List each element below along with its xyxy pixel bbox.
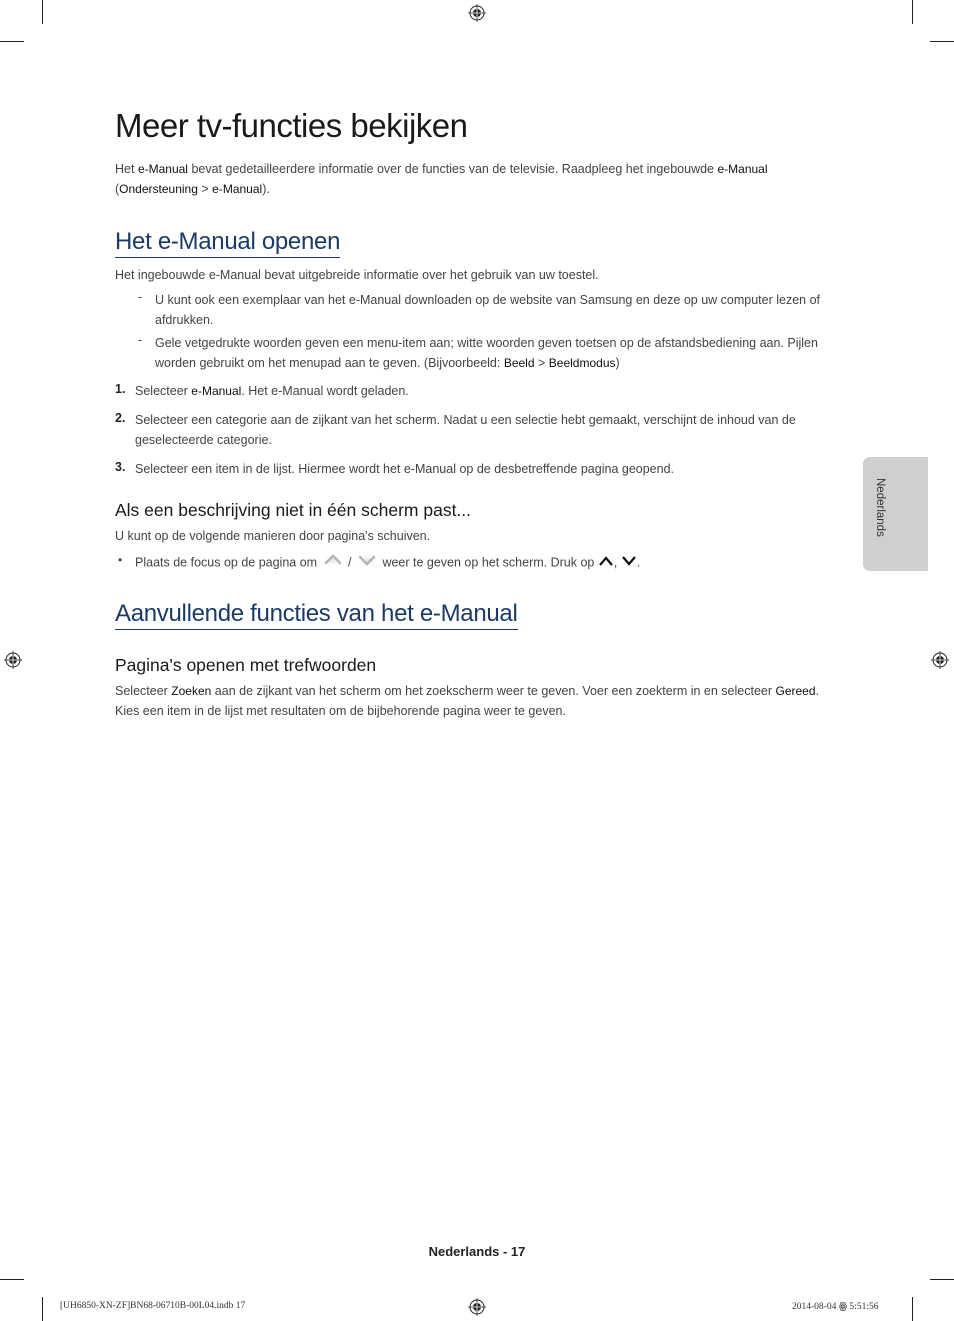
menu-item-zoeken: Zoeken [171,684,212,698]
menu-item-e-manual: e-Manual [137,162,188,176]
sub1-intro: U kunt op de volgende manieren door pagina's schuiven. [115,529,431,543]
menu-item-ondersteuning: Ondersteuning [119,181,198,196]
step-1: Selecteer e-Manual. Het e-Manual wordt geladen. [135,384,409,398]
language-side-tab-label: Nederlands [874,478,886,537]
scroll-down-icon [355,551,379,575]
crop-mark [0,41,24,42]
step-3: Selecteer een item in de lijst. Hiermee wordt het e-Manual op de desbetreffende pagina geopend. [135,462,675,476]
crop-mark [42,1297,43,1321]
menu-item-e-manual: e-Manual [717,162,768,176]
step-2: Selecteer een categorie aan de zijkant van het scherm. Nadat u een selectie hebt gemaakt, verschijnt de inhoud van de geselecteerde categorie. [135,413,796,447]
scroll-up-icon [321,551,345,575]
subheading-keywords: Pagina's openen met trefwoorden [115,655,377,675]
up-arrow-key-icon [598,553,614,573]
menu-item-beeld: Beeld [503,356,535,370]
page-footer: Nederlands - 17 [428,1244,526,1259]
note-download: U kunt ook een exemplaar van het e-Manual downloaden op de website van Samsung en deze op uw computer lezen of afdrukken. [155,293,821,327]
intro-paragraph: Het e-Manual bevat gedetailleerdere informatie over de functies van de televisie. Raadpleeg het ingebouwde e-Manual (Ondersteuning > e-Manual). [115,162,768,196]
section1-intro: Het ingebouwde e-Manual bevat uitgebreide informatie over het gebruik van uw toestel. [115,268,599,282]
print-slug-right: 2014-08-04 ꙮ 5:51:56 [792,1302,879,1312]
menu-item-e-manual: e-Manual [212,181,263,196]
page-title: Meer tv-functies bekijken [115,107,468,144]
bullet-scroll-instruction: Plaats de focus op de pagina om / weer te geven op het scherm. Druk op , . [135,551,825,575]
subheading-scroll: Als een beschrijving niet in één scherm past... [115,500,472,520]
step-number: 2. [115,411,126,425]
crop-mark [912,0,913,24]
down-arrow-key-icon [621,553,637,573]
language-side-tab [863,457,928,571]
crop-mark [930,41,954,42]
registration-mark-icon [468,4,486,22]
crop-mark [912,1297,913,1321]
step-number: 3. [115,460,126,474]
menu-item-beeldmodus: Beeldmodus [548,356,616,370]
crop-mark [930,1279,954,1280]
registration-mark-icon [931,651,949,669]
registration-mark-icon [468,1298,486,1316]
crop-mark [0,1279,24,1280]
section-heading-extra-functions: Aanvullende functies van het e-Manual [115,600,518,630]
crop-mark [42,0,43,24]
registration-mark-icon [4,651,22,669]
note-bold-words: Gele vetgedrukte woorden geven een menu-item aan; witte woorden geven toetsen op de afstandsbediening aan. Pijlen worden gebruikt om het menupad aan te geven. (Bijvoorbeeld: Beeld > Beeldmodus) [155,336,818,370]
bullet: • [118,553,123,567]
sub2-paragraph: Selecteer Zoeken aan de zijkant van het scherm om het zoekscherm weer te geven. Voer een zoekterm in en selecteer Gereed. Kies een item in de lijst met resultaten om de bijbehorende pagina weer te geven. [115,684,820,718]
menu-item-gereed: Gereed [775,684,816,698]
print-slug-left: [UH6850-XN-ZF]BN68-06710B-00L04.indb 17 [60,1301,246,1311]
note-dash: - [138,290,143,304]
menu-item-e-manual: e-Manual [191,384,242,398]
step-number: 1. [115,382,126,396]
note-dash: - [138,333,143,347]
section-heading-open-e-manual: Het e-Manual openen [115,228,340,258]
